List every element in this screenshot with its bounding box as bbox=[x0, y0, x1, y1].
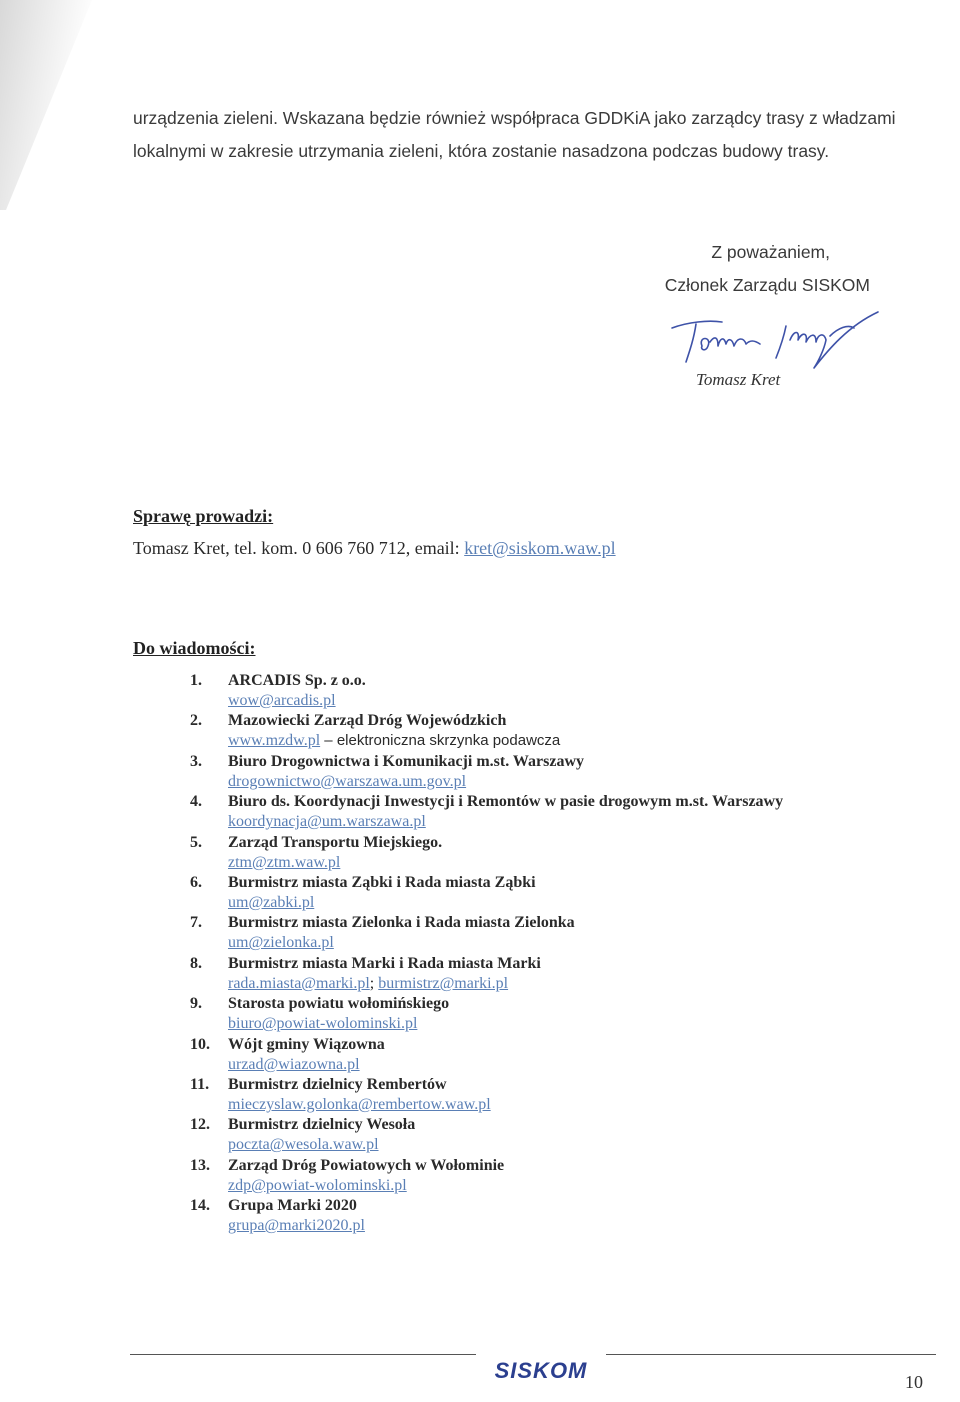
list-item bbox=[190, 913, 890, 953]
list-item-number: 7. bbox=[190, 914, 202, 932]
recipient-contact-note: – elektroniczna skrzynka podawcza bbox=[320, 732, 561, 750]
list-item bbox=[190, 792, 890, 832]
handwritten-signature bbox=[668, 306, 898, 376]
recipient-contact bbox=[228, 1095, 890, 1114]
recipient-contact-link[interactable]: biuro@powiat-wolominski.pl bbox=[228, 1015, 418, 1033]
recipient-contact bbox=[228, 1135, 890, 1154]
recipient-contact-link[interactable]: urzad@wiazowna.pl bbox=[228, 1055, 360, 1073]
list-item-number: 6. bbox=[190, 873, 202, 891]
recipient-contact bbox=[228, 772, 890, 791]
recipient-contact-link[interactable]: rada.miasta@marki.pl bbox=[228, 974, 370, 992]
recipient-contact bbox=[228, 974, 890, 993]
list-item-number: 8. bbox=[190, 954, 202, 972]
recipient-name: Starosta powiatu wołomińskiego bbox=[228, 995, 450, 1013]
recipient-contact bbox=[228, 691, 890, 710]
recipient-contact-link[interactable]: wow@arcadis.pl bbox=[228, 692, 336, 709]
recipient-contact bbox=[228, 1055, 890, 1074]
letter-body bbox=[133, 102, 938, 168]
recipient-contact bbox=[228, 731, 890, 750]
recipient-contact-link[interactable]: burmistrz@marki.pl bbox=[378, 974, 509, 992]
closing-greeting: Z poważaniem, bbox=[711, 242, 830, 262]
body-line-1: urządzenia zieleni. Wskazana będzie również współpraca GDDKiA jako zarządcy trasy z władzami bbox=[133, 108, 896, 128]
signer-name: Tomasz Kret bbox=[696, 370, 781, 389]
recipient-contact-link[interactable]: ztm@ztm.waw.pl bbox=[228, 853, 341, 871]
body-line-2: lokalnymi w zakresie utrzymania zieleni, która zostanie nasadzona podczas budowy trasy. bbox=[133, 141, 830, 161]
recipient-name: Burmistrz dzielnicy Wesoła bbox=[228, 1116, 416, 1134]
list-item-number: 12. bbox=[190, 1116, 210, 1134]
siskom-logo-text: SISKOM bbox=[494, 1358, 588, 1383]
list-item bbox=[190, 752, 890, 792]
recipient-contact bbox=[228, 893, 890, 912]
recipient-contact-link[interactable]: zdp@powiat-wolominski.pl bbox=[228, 1176, 407, 1194]
recipient-contact-link[interactable]: um@zielonka.pl bbox=[228, 934, 334, 952]
handler-contact bbox=[133, 538, 616, 559]
list-item bbox=[190, 1115, 890, 1155]
recipient-name: Burmistrz miasta Marki i Rada miasta Marki bbox=[228, 954, 541, 972]
list-item-number: 1. bbox=[190, 672, 202, 689]
recipient-name: Biuro Drogownictwa i Komunikacji m.st. Warszawy bbox=[228, 752, 585, 770]
recipient-contact-link[interactable]: grupa@marki2020.pl bbox=[228, 1217, 365, 1235]
list-item bbox=[190, 994, 890, 1034]
list-item bbox=[190, 1035, 890, 1075]
recipient-contact bbox=[228, 1014, 890, 1033]
list-item bbox=[190, 1156, 890, 1196]
list-item-number: 14. bbox=[190, 1197, 210, 1215]
siskom-logo bbox=[481, 1356, 601, 1386]
list-item bbox=[190, 671, 890, 711]
recipient-name: Mazowiecki Zarząd Dróg Wojewódzkich bbox=[228, 712, 507, 730]
list-item-number: 3. bbox=[190, 752, 202, 770]
recipient-contact-link[interactable]: mieczyslaw.golonka@rembertow.waw.pl bbox=[228, 1095, 491, 1113]
list-item-number: 10. bbox=[190, 1035, 210, 1053]
recipient-name: Grupa Marki 2020 bbox=[228, 1197, 357, 1215]
distribution-heading: Do wiadomości: bbox=[133, 638, 256, 658]
recipient-name: Biuro ds. Koordynacji Inwestycji i Remontów w pasie drogowym m.st. Warszawy bbox=[228, 793, 784, 811]
recipient-contact-link[interactable]: drogownictwo@warszawa.um.gov.pl bbox=[228, 772, 467, 790]
footer-divider-left bbox=[130, 1354, 476, 1355]
list-item bbox=[190, 833, 890, 873]
list-item bbox=[190, 954, 890, 994]
scan-page-edge bbox=[0, 0, 100, 220]
closing-role: Członek Zarządu SISKOM bbox=[664, 275, 870, 295]
list-item-number: 9. bbox=[190, 995, 202, 1013]
list-item-number: 11. bbox=[190, 1075, 210, 1093]
recipient-contact bbox=[228, 812, 890, 831]
contact-separator: ; bbox=[369, 974, 379, 992]
recipient-name: Burmistrz miasta Ząbki i Rada miasta Ząbki bbox=[228, 873, 536, 891]
handler-heading: Sprawę prowadzi: bbox=[133, 506, 274, 526]
recipient-name: Zarząd Transportu Miejskiego. bbox=[228, 833, 443, 851]
distribution-list bbox=[190, 671, 890, 1236]
list-item-number: 5. bbox=[190, 833, 202, 851]
recipient-name: Burmistrz dzielnicy Rembertów bbox=[228, 1075, 447, 1093]
handler-email-link[interactable]: kret@siskom.waw.pl bbox=[464, 538, 616, 558]
recipient-name: Wójt gminy Wiązowna bbox=[228, 1035, 385, 1053]
recipient-contact bbox=[228, 1216, 890, 1235]
recipient-contact-link[interactable]: um@zabki.pl bbox=[228, 893, 315, 911]
recipient-contact bbox=[228, 853, 890, 872]
recipient-contact-link[interactable]: www.mzdw.pl bbox=[228, 732, 321, 750]
page-number: 10 bbox=[905, 1372, 923, 1392]
list-item bbox=[190, 873, 890, 913]
recipient-name: Burmistrz miasta Zielonka i Rada miasta Zielonka bbox=[228, 914, 575, 932]
recipient-contact-link[interactable]: poczta@wesola.waw.pl bbox=[228, 1136, 379, 1154]
list-item-number: 13. bbox=[190, 1156, 210, 1174]
list-item bbox=[190, 1196, 890, 1236]
recipient-name: Zarząd Dróg Powiatowych w Wołominie bbox=[228, 1156, 505, 1174]
recipient-contact bbox=[228, 933, 890, 952]
recipient-name: ARCADIS Sp. z o.o. bbox=[228, 672, 366, 689]
recipient-contact bbox=[228, 1176, 890, 1195]
closing-block bbox=[560, 236, 870, 302]
handler-text: Tomasz Kret, tel. kom. 0 606 760 712, email: bbox=[133, 538, 465, 558]
list-item bbox=[190, 1075, 890, 1115]
list-item bbox=[190, 711, 890, 751]
list-item-number: 2. bbox=[190, 712, 202, 730]
recipient-contact-link[interactable]: koordynacja@um.warszawa.pl bbox=[228, 813, 426, 831]
footer-divider-right bbox=[606, 1354, 936, 1355]
list-item-number: 4. bbox=[190, 793, 202, 811]
